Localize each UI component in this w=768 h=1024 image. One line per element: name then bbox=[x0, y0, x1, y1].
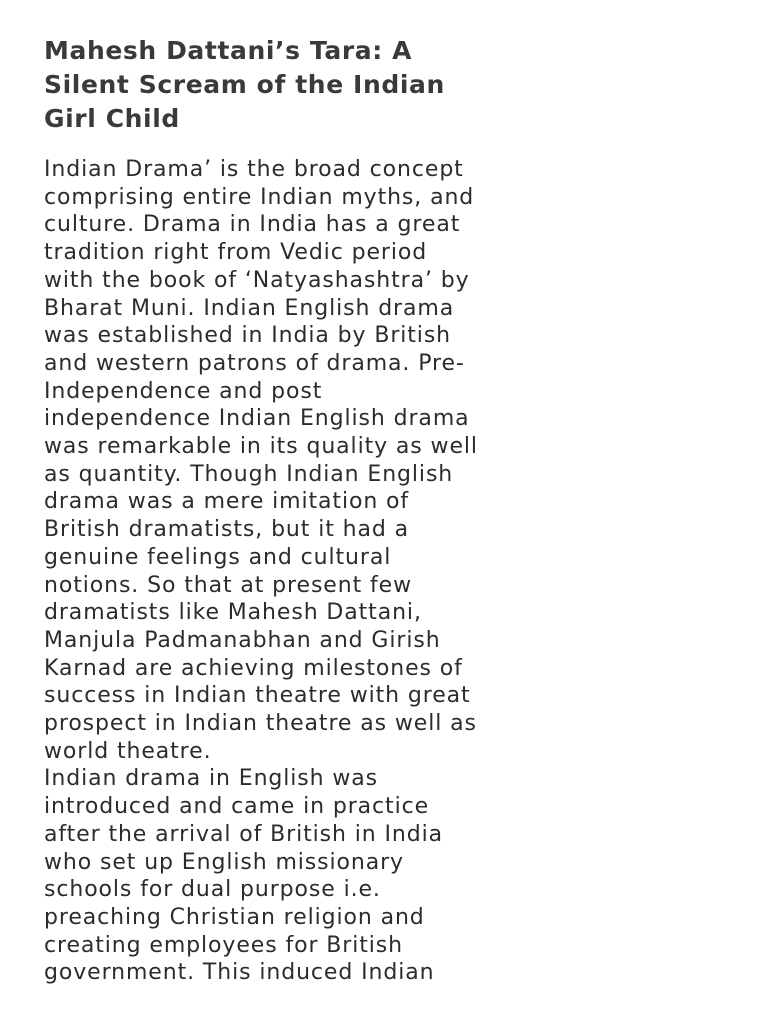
paragraph-2 bbox=[44, 765, 734, 987]
text-line: prospect in Indian theatre as well as bbox=[44, 711, 477, 737]
article bbox=[44, 34, 734, 987]
text-line: independence Indian English drama bbox=[44, 406, 470, 432]
text-line: Bharat Muni. Indian English drama bbox=[44, 295, 455, 321]
text-line: and western patrons of drama. Pre- bbox=[44, 350, 465, 376]
text-line: tradition right from Vedic period bbox=[44, 240, 428, 266]
text-line: dramatists like Mahesh Dattani, bbox=[44, 600, 422, 626]
text-line: after the arrival of British in India bbox=[44, 821, 443, 847]
text-line: comprising entire Indian myths, and bbox=[44, 184, 475, 210]
text-line: introduced and came in practice bbox=[44, 794, 430, 820]
text-line: success in Indian theatre with great bbox=[44, 683, 471, 709]
text-line: schools for dual purpose i.e. bbox=[44, 877, 381, 903]
text-line: Indian drama in English was bbox=[44, 766, 379, 792]
text-line: who set up English missionary bbox=[44, 849, 404, 875]
text-line: preaching Christian religion and bbox=[44, 904, 425, 930]
text-line: genuine feelings and cultural bbox=[44, 544, 392, 570]
text-line: Karnad are achieving milestones of bbox=[44, 655, 463, 681]
title-line: Mahesh Dattani’s Tara: A bbox=[44, 36, 413, 65]
text-line: government. This induced Indian bbox=[44, 960, 435, 986]
text-line: Manjula Padmanabhan and Girish bbox=[44, 627, 441, 653]
text-line: was established in India by British bbox=[44, 323, 452, 349]
title-line: Girl Child bbox=[44, 104, 180, 133]
article-title bbox=[44, 34, 674, 136]
text-line: notions. So that at present few bbox=[44, 572, 412, 598]
text-line: culture. Drama in India has a great bbox=[44, 212, 461, 238]
title-line: Silent Scream of the Indian bbox=[44, 70, 445, 99]
text-line: Independence and post bbox=[44, 378, 323, 404]
text-line: with the book of ‘Natyashashtra’ by bbox=[44, 267, 470, 293]
text-line: as quantity. Though Indian English bbox=[44, 461, 454, 487]
text-line: British dramatists, but it had a bbox=[44, 517, 409, 543]
paragraph-1 bbox=[44, 156, 734, 765]
text-line: creating employees for British bbox=[44, 932, 403, 958]
text-line: was remarkable in its quality as well bbox=[44, 434, 478, 460]
text-line: world theatre. bbox=[44, 738, 212, 764]
article-body bbox=[44, 156, 734, 987]
text-line: Indian Drama’ is the broad concept bbox=[44, 157, 464, 182]
text-line: drama was a mere imitation of bbox=[44, 489, 410, 515]
